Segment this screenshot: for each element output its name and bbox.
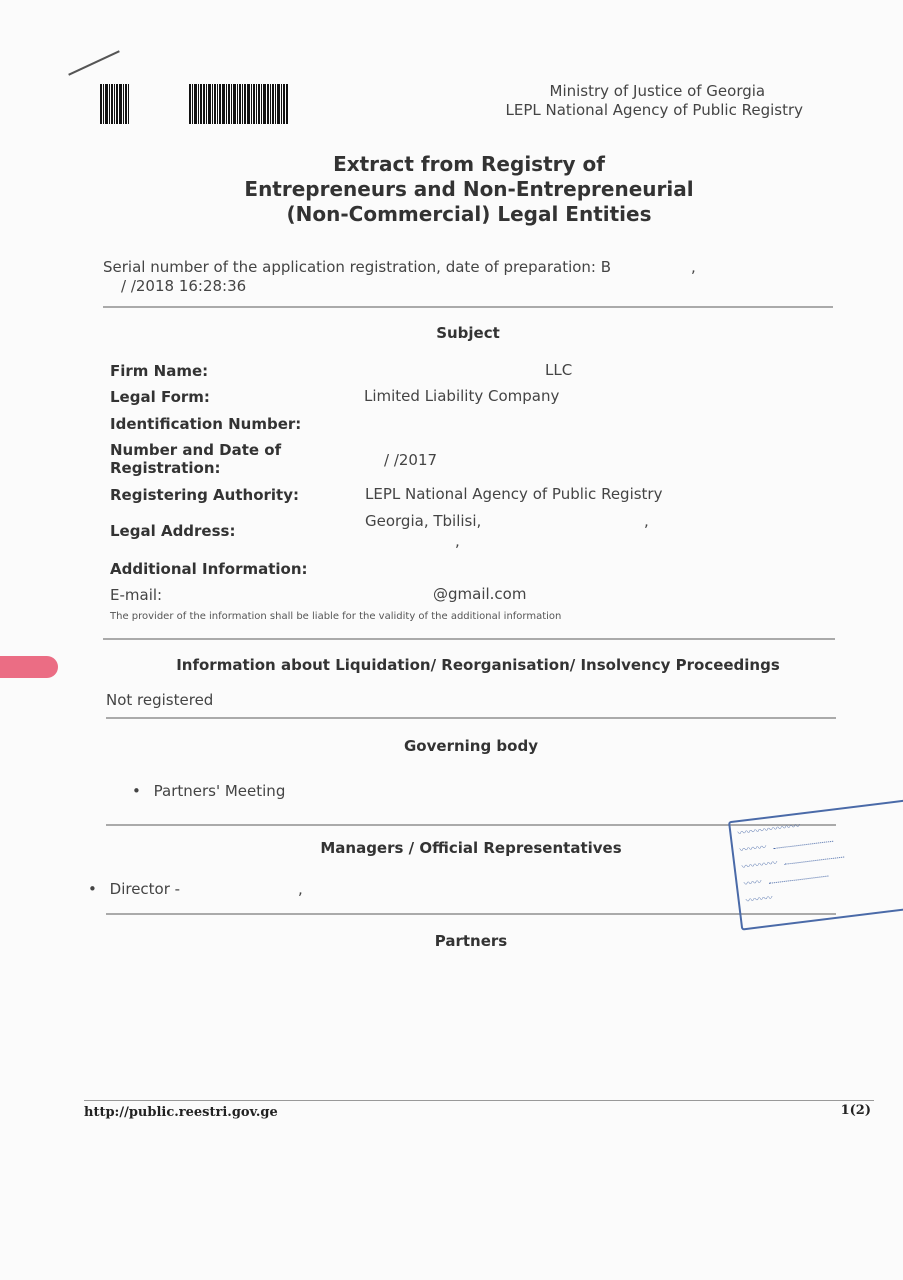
liquidation-heading: Information about Liquidation/ Reorganisation/ Insolvency Proceedings xyxy=(176,656,780,674)
divider xyxy=(103,306,833,308)
ministry-line-1: Ministry of Justice of Georgia xyxy=(549,82,766,100)
title-line-2: Entrepreneurs and Non-Entrepreneurial xyxy=(244,177,694,201)
managers-heading: Managers / Official Representatives xyxy=(320,839,622,857)
firm-name-label: Firm Name: xyxy=(110,362,209,380)
document-title xyxy=(0,152,903,227)
authority-label: Registering Authority: xyxy=(110,486,299,504)
additional-info-label: Additional Information: xyxy=(110,560,308,578)
governing-heading: Governing body xyxy=(404,737,538,755)
authority-value: LEPL National Agency of Public Registry xyxy=(365,485,663,503)
ministry-line-2: LEPL National Agency of Public Registry xyxy=(505,101,803,119)
divider xyxy=(103,638,835,640)
sticky-tab xyxy=(0,656,58,678)
page-number: 1(2) xyxy=(840,1103,871,1118)
manager-comma: , xyxy=(298,880,303,898)
notary-stamp: 〰〰〰〰〰〰〰 〰〰〰 〰〰〰〰 〰〰 〰〰〰 xyxy=(728,799,903,930)
barcode-left xyxy=(100,84,130,124)
registration-label-line-1: Number and Date of xyxy=(110,441,282,459)
address-value: Georgia, Tbilisi, xyxy=(365,512,482,530)
address-label: Legal Address: xyxy=(110,522,236,540)
email-label: E-mail: xyxy=(110,586,163,604)
registration-value: / /2017 xyxy=(384,451,438,469)
footer-url: http://public.reestri.gov.ge xyxy=(84,1105,278,1120)
address-comma-2: , xyxy=(455,532,460,550)
partners-heading: Partners xyxy=(434,932,508,950)
divider xyxy=(106,717,836,719)
firm-name-value: LLC xyxy=(545,361,573,379)
bullet-icon: • xyxy=(132,782,141,800)
email-value: @gmail.com xyxy=(433,585,527,603)
bullet-icon: • xyxy=(88,880,97,898)
pen-mark xyxy=(68,50,120,75)
barcode-right xyxy=(189,84,289,124)
address-comma: , xyxy=(644,512,649,530)
manager-item-label: Director - xyxy=(109,880,181,898)
divider xyxy=(106,913,836,915)
registration-label-line-2: Registration: xyxy=(110,459,221,477)
id-number-label: Identification Number: xyxy=(110,415,302,433)
registration-label xyxy=(110,441,281,477)
governing-item xyxy=(132,782,285,800)
subject-heading: Subject xyxy=(436,324,500,342)
serial-comma: , xyxy=(691,258,696,276)
footer-divider xyxy=(84,1100,874,1101)
manager-item xyxy=(88,880,180,898)
disclaimer: The provider of the information shall be liable for the validity of the additional information xyxy=(110,611,562,622)
ministry-header xyxy=(506,82,803,120)
legal-form-value: Limited Liability Company xyxy=(364,387,560,405)
divider xyxy=(106,824,836,826)
serial-info xyxy=(103,258,696,296)
title-line-3: (Non-Commercial) Legal Entities xyxy=(286,202,652,226)
legal-form-label: Legal Form: xyxy=(110,388,210,406)
title-line-1: Extract from Registry of xyxy=(333,152,605,176)
serial-line-2: / /2018 16:28:36 xyxy=(121,277,247,295)
governing-item-label: Partners' Meeting xyxy=(153,782,286,800)
serial-line-1: Serial number of the application registration, date of preparation: B xyxy=(103,258,612,276)
liquidation-value: Not registered xyxy=(106,691,214,709)
